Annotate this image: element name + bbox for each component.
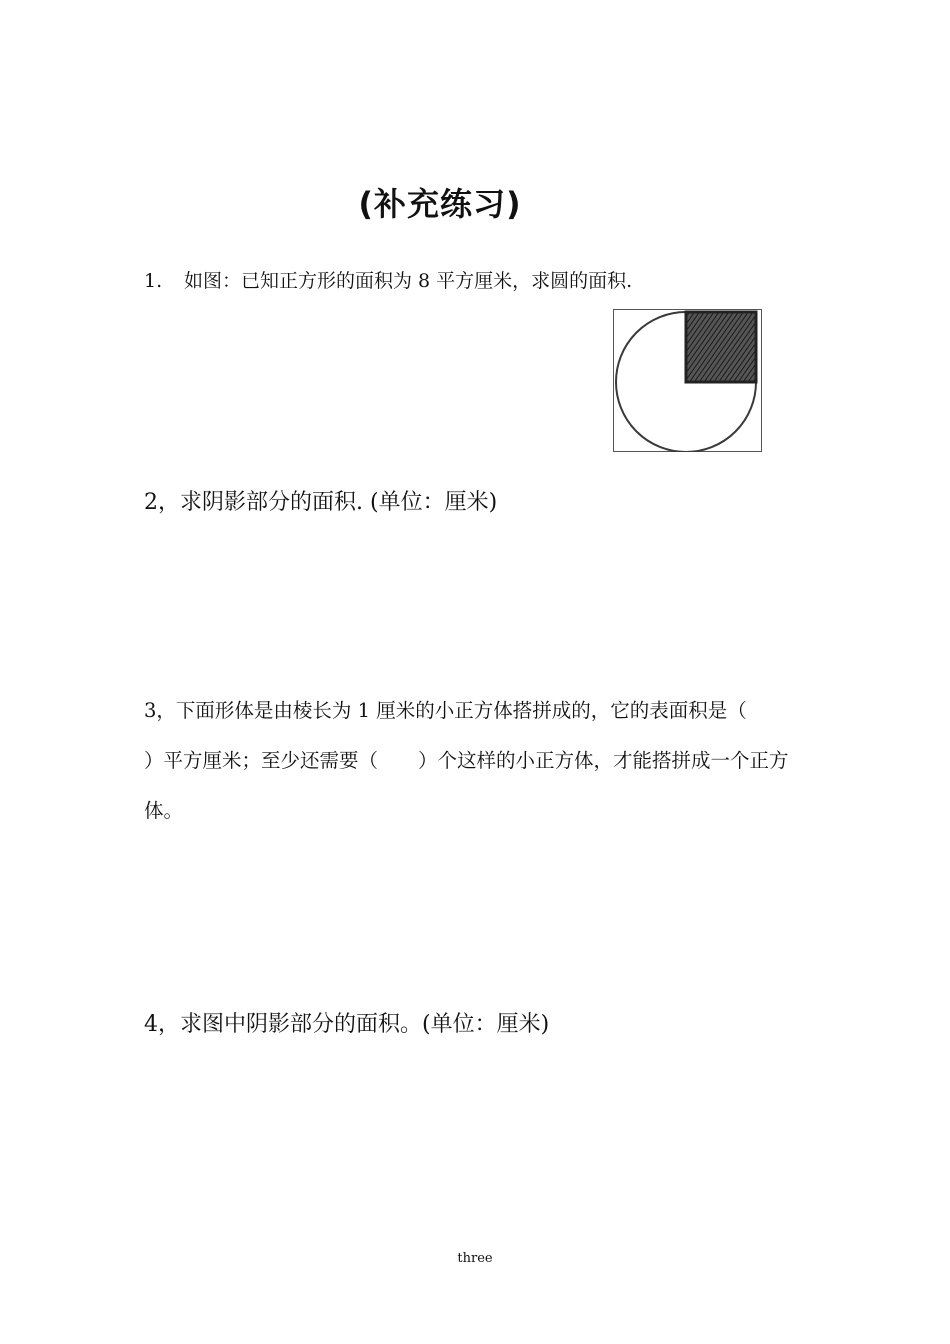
question-1 (144, 266, 632, 293)
question-2: 2，求阴影部分的面积. (单位：厘米) (144, 490, 498, 515)
question-3-part-3: ）个这样的小正方体，才能搭拼成一个正方体。 (144, 749, 789, 822)
question-4: 4，求图中阴影部分的面积。(单位：厘米) (144, 1012, 550, 1037)
circle-with-shaded-square-icon (613, 309, 762, 452)
question-1-text: 如图：已知正方形的面积为 8 平方厘米，求圆的面积. (184, 270, 633, 292)
page-title: (补充练习) (358, 185, 522, 224)
question-3 (144, 686, 814, 836)
question-3-part-1: 3，下面形体是由棱长为 1 厘米的小正方体搭拼成的，它的表面积是（ (144, 699, 747, 722)
shaded-square (686, 312, 756, 382)
page-number: three (457, 1251, 493, 1266)
question-3-part-2: ）平方厘米；至少还需要（ (144, 749, 379, 772)
circle-square-figure (613, 309, 762, 452)
question-1-number: 1. (144, 270, 163, 292)
